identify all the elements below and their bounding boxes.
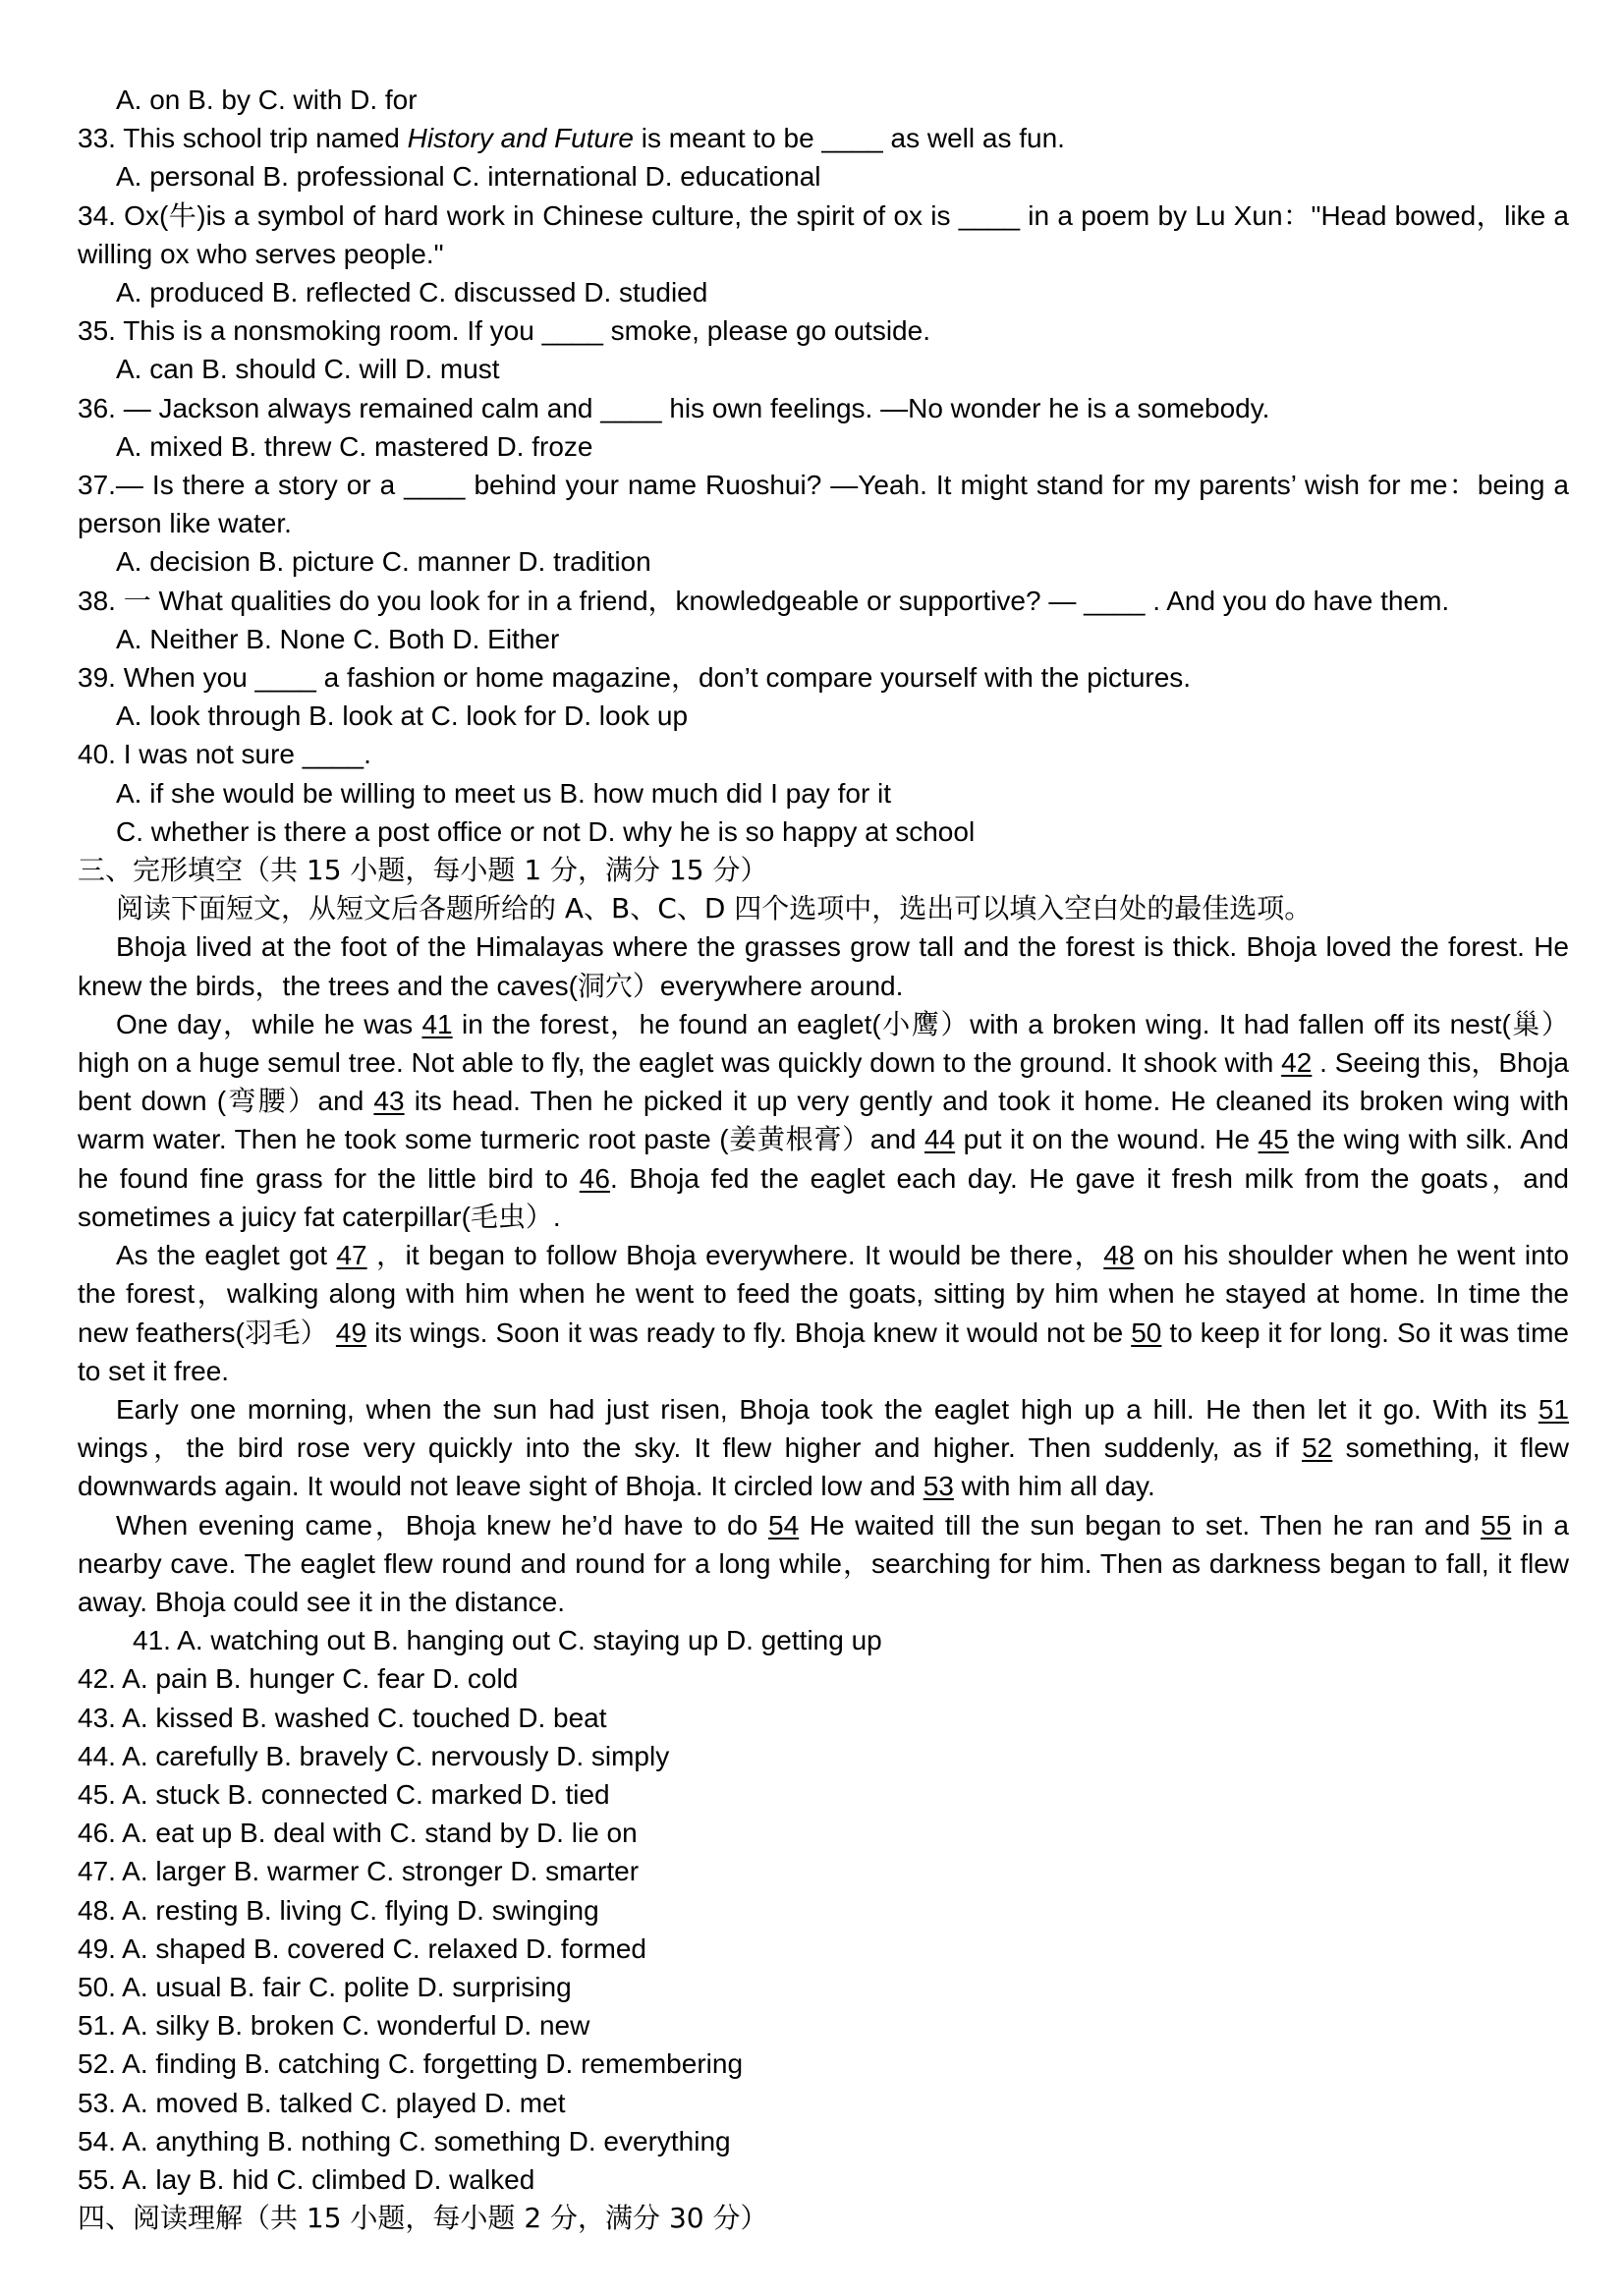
q36-stem: 36. — Jackson always remained calm and ____ his own feelings. —No wonder he is a somebody. [78,392,1270,423]
blank-number: 54 [768,1509,800,1540]
cloze-option-line: 47. A. larger B. warmer C. stronger D. smarter [78,1856,640,1887]
blank-number: 49 [335,1316,367,1348]
passage-text: When evening came，Bhoja knew he’d have to do [116,1509,768,1540]
blank-number: 48 [1103,1240,1135,1271]
blank-number: 53 [923,1471,954,1502]
q39-options: A. look through B. look at C. look for D. look up [116,700,689,732]
section4-heading: 四、阅读理解（共 15 小题，每小题 2 分，满分 30 分） [78,2202,768,2235]
passage-text: the wing with silk. And he found fine grass for the little bird to [78,1124,1569,1194]
q33-text-post: is meant to be ____ as well as fun. [634,123,1065,154]
q33-stem [78,119,1569,157]
passage-text: in the forest，he found an eaglet(小鹰）with a broken wing. It had fallen off its nest(巢）high on a huge semul tree. Not able to fly, the eaglet was quickly down to the ground. It shook with [78,1008,1569,1079]
q40-options-2: C. whether is there a post office or not D. why he is so happy at school [116,815,976,847]
cloze-option-line: 46. A. eat up B. deal with C. stand by D. lie on [78,1818,638,1849]
passage-paragraph-5 [78,1506,1569,1622]
blank-number: 44 [923,1124,956,1155]
q36-options: A. mixed B. threw C. mastered D. froze [116,430,593,462]
q37-stem: 37.— Is there a story or a ____ behind your name Ruoshui? —Yeah. It might stand for my parents’ wish for me：being a person like water. [78,470,1569,539]
q38-stem: 38. 一 What qualities do you look for in a friend，knowledgeable or supportive? — ____ . And you do have them. [78,585,1450,616]
passage-text: As the eaglet got [116,1240,337,1271]
cloze-option-line: 51. A. silky B. broken C. wonderful D. new [78,2010,590,2042]
passage-text: . Bhoja fed the eaglet each day. He gave it fresh milk from the goats，and sometimes a juicy fat caterpillar(毛虫）. [78,1162,1569,1232]
passage-text: Early one morning, when the sun had just risen, Bhoja took the eaglet high up a hill. He then let it go. With its [116,1393,1539,1425]
cloze-option-line: 41. A. watching out B. hanging out C. staying up D. getting up [133,1625,882,1656]
passage-paragraph-4 [78,1390,1569,1506]
cloze-option-line: 48. A. resting B. living C. flying D. swinging [78,1894,599,1926]
q33-options: A. personal B. professional C. international D. educational [116,161,821,193]
passage-text: put it on the wound. He [955,1124,1259,1155]
passage-text: in a nearby cave. The eaglet flew round and round for a long while，searching for him. Then as darkness began to fall, it flew away. Bhoja could see it in the distance. [78,1509,1570,1617]
blank-number: 46 [579,1162,610,1194]
blank-number: 42 [1281,1047,1313,1079]
q33-text-pre: 33. This school trip named [78,123,408,154]
cloze-option-line: 43. A. kissed B. washed C. touched D. beat [78,1702,607,1733]
q40-options-1: A. if she would be willing to meet us B. how much did I pay for it [116,777,892,809]
passage-text: its head. Then he picked it up very gently and took it home. He cleaned its broken wing with warm water. Then he took some turmeric root paste (姜黄根膏）and [78,1086,1569,1155]
blank-number: 50 [1131,1316,1162,1348]
q37-options: A. decision B. picture C. manner D. tradition [116,546,651,578]
passage-text: its wings. Soon it was ready to fly. Bhoja knew it would not be [366,1316,1132,1348]
exam-page [78,81,1569,2237]
passage-text: something, it flew downwards again. It would not leave sight of Bhoja. It circled low and [78,1432,1569,1502]
cloze-option-line: 55. A. lay B. hid C. climbed D. walked [78,2163,535,2195]
q39-stem: 39. When you ____ a fashion or home magazine，don’t compare yourself with the pictures. [78,662,1192,694]
q40-stem: 40. I was not sure ____. [78,739,371,770]
passage-text: He waited till the sun began to set. Then he ran and [799,1509,1482,1540]
passage-paragraph-3 [78,1236,1569,1390]
cloze-option-line: 53. A. moved B. talked C. played D. met [78,2087,566,2118]
passage-paragraph-1: Bhoja lived at the foot of the Himalayas where the grasses grow tall and the forest is thick. Bhoja loved the forest. He knew the birds，the trees and the caves(洞穴）everywhere around. [78,931,1569,1001]
passage-text: on his shoulder when he went into the forest，walking along with him when he went to feed the goats, sitting by him when he stayed at home. In time the new feathers(羽毛） [78,1240,1570,1348]
q33-italic-title: History and Future [407,123,634,154]
passage-text: One day，while he was [116,1008,422,1039]
q35-options: A. can B. should C. will D. must [116,354,500,385]
q32-options: A. on B. by C. with D. for [116,84,418,115]
q38-options: A. Neither B. None C. Both D. Either [116,623,560,654]
blank-number: 45 [1258,1124,1289,1155]
blank-number: 43 [373,1086,405,1117]
cloze-option-line: 44. A. carefully B. bravely C. nervously D. simply [78,1740,670,1771]
cloze-option-line: 49. A. shaped B. covered C. relaxed D. formed [78,1932,646,1964]
blank-number: 51 [1538,1393,1569,1425]
q34-options: A. produced B. reflected C. discussed D. studied [116,277,708,308]
section3-instruction: 阅读下面短文，从短文后各题所给的 A、B、C、D 四个选项中，选出可以填入空白处的最佳选项。 [116,892,1313,925]
cloze-option-line: 45. A. stuck B. connected C. marked D. tied [78,1778,610,1810]
cloze-option-line: 42. A. pain B. hunger C. fear D. cold [78,1663,519,1695]
passage-text: wings，the bird rose very quickly into the sky. It flew higher and higher. Then suddenly, as if [78,1432,1303,1464]
section3-heading: 三、完形填空（共 15 小题，每小题 1 分，满分 15 分） [78,854,768,887]
cloze-option-line: 50. A. usual B. fair C. polite D. surprising [78,1971,572,2002]
passage-text: ，it began to follow Bhoja everywhere. It would be there， [366,1240,1104,1271]
passage-text: to keep it for long. So it was time to set it free. [78,1316,1569,1386]
blank-number: 55 [1481,1509,1512,1540]
blank-number: 41 [421,1008,453,1039]
q34-stem: 34. Ox(牛)is a symbol of hard work in Chinese culture, the spirit of ox is ____ in a poem by Lu Xun："Head bowed，like a willing ox who serves people." [78,199,1569,269]
passage-paragraph-2 [78,1005,1569,1236]
passage-text: with him all day. [953,1471,1155,1502]
blank-number: 47 [336,1240,367,1271]
passage-text: . Seeing this，Bhoja bent down (弯腰）and [78,1047,1569,1117]
blank-number: 52 [1302,1432,1333,1464]
q35-stem: 35. This is a nonsmoking room. If you ____ smoke, please go outside. [78,315,930,347]
cloze-options-list [78,1621,1569,2199]
cloze-option-line: 54. A. anything B. nothing C. something D. everything [78,2125,731,2156]
cloze-option-line: 52. A. finding B. catching C. forgetting D. remembering [78,2048,744,2080]
